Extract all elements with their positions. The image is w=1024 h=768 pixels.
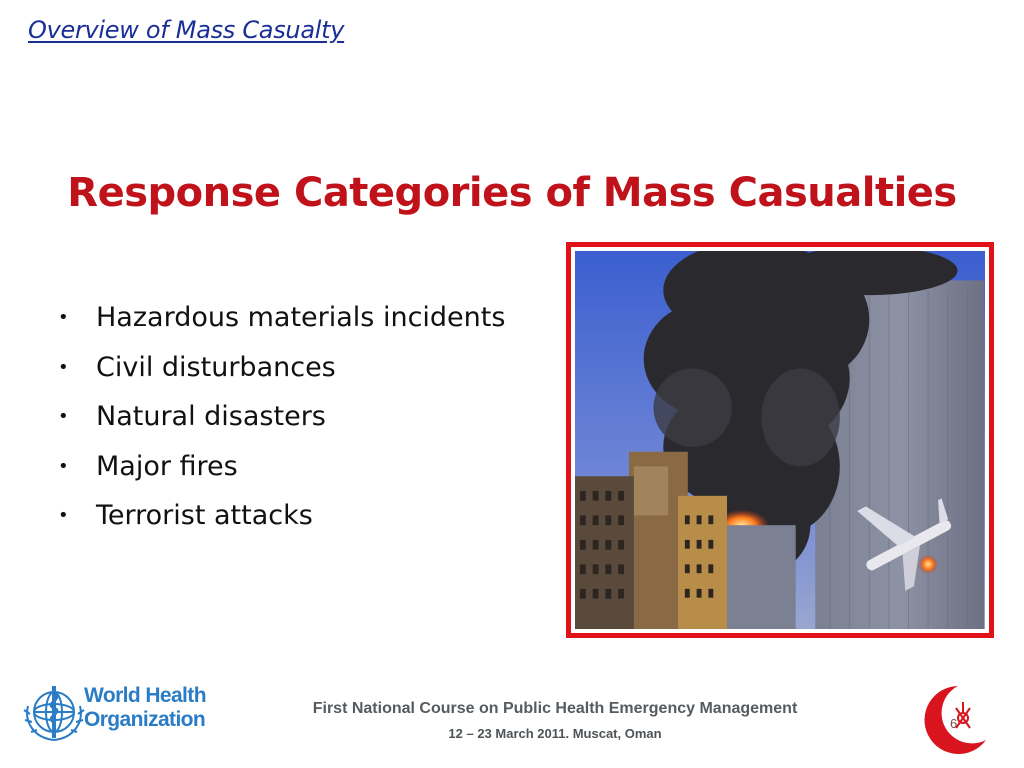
footer-date-location: 12 – 23 March 2011. Muscat, Oman — [448, 726, 662, 741]
bullet-text: Major fires — [96, 450, 238, 482]
near-tower — [717, 525, 795, 629]
bullet-icon: • — [58, 455, 69, 477]
bullet-icon: • — [58, 356, 69, 378]
slide-title: Response Categories of Mass Casualties — [67, 170, 957, 216]
burning-towers-photo — [575, 251, 985, 629]
bullet-item — [58, 442, 505, 492]
bullet-text: Natural disasters — [96, 401, 326, 432]
section-title: Overview of Mass Casualty — [28, 16, 345, 44]
bullet-item — [58, 392, 505, 442]
bullet-item — [58, 491, 505, 541]
bullet-item — [58, 343, 505, 393]
who-line-2: Organization — [84, 708, 206, 731]
bullet-item — [58, 293, 505, 343]
bullet-icon: • — [58, 406, 69, 427]
footer-course-title: First National Course on Public Health Emergency Management — [312, 700, 798, 717]
who-logo-text — [84, 684, 206, 732]
bullet-icon: • — [58, 505, 69, 526]
bullet-text: Terrorist attacks — [96, 500, 313, 531]
bullet-icon: • — [58, 307, 69, 328]
bullet-text: Civil disturbances — [96, 351, 336, 383]
who-line-1: World Health — [84, 684, 206, 707]
photo-frame — [566, 242, 994, 638]
page-number: 6 — [950, 716, 958, 731]
bullet-text: Hazardous materials incidents — [96, 302, 506, 333]
bullet-list — [58, 293, 505, 541]
